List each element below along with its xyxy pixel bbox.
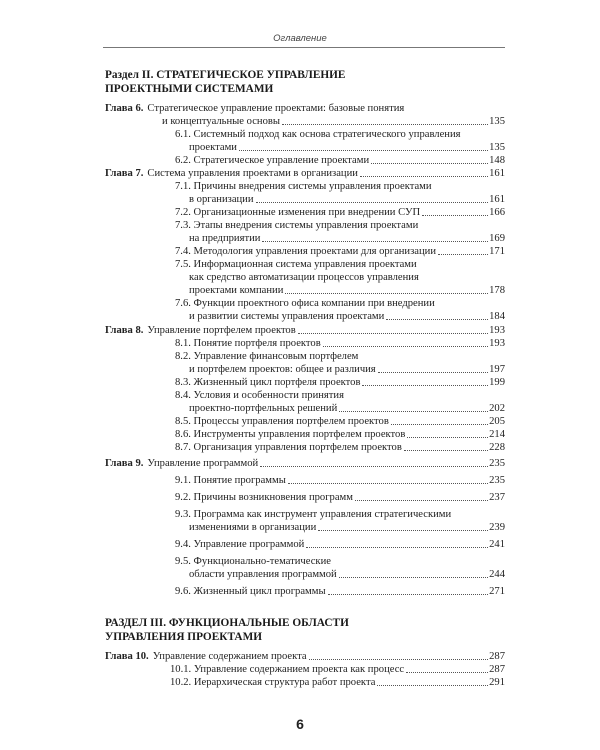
entry-title: на предприятии [189, 233, 261, 244]
entry-title: 7.1. Причины внедрения системы управления проектами [175, 181, 432, 192]
dot-leader [285, 293, 488, 294]
entry-title: проектами [189, 142, 237, 153]
entry-title: 9.6. Жизненный цикл программы [175, 586, 326, 597]
page-ref: 171 [489, 246, 505, 257]
entry-title: 8.2. Управление финансовым портфелем [175, 351, 359, 362]
toc-entry-continuation[interactable] [162, 115, 505, 128]
dot-leader [328, 594, 489, 595]
toc-entry-section[interactable] [175, 258, 505, 271]
dot-leader [282, 124, 488, 125]
page-ref: 148 [489, 155, 505, 166]
toc-entry-section[interactable] [175, 206, 505, 219]
toc-entry-section[interactable] [175, 337, 505, 350]
chapter-label: Глава 7. [105, 168, 144, 179]
chapter-label: Глава 9. [105, 458, 144, 469]
page-ref: 241 [489, 539, 505, 550]
toc-entry-section[interactable] [175, 297, 505, 310]
toc-entry-section[interactable] [175, 415, 505, 428]
page-ref: 169 [489, 233, 505, 244]
entry-title: как средство автоматизации процессов управления [189, 272, 419, 283]
page-ref: 235 [489, 475, 505, 486]
dot-leader [362, 385, 488, 386]
entry-title: 6.1. Системный подход как основа стратегического управления [175, 129, 461, 140]
toc-entry-section[interactable] [175, 376, 505, 389]
entry-title: 6.2. Стратегическое управление проектами [175, 155, 370, 166]
page-ref: 178 [489, 285, 505, 296]
header-rule [103, 47, 505, 48]
toc-entry-section[interactable] [175, 538, 505, 551]
entry-title: 8.4. Условия и особенности принятия [175, 390, 344, 401]
toc-entry-chapter-9[interactable] [105, 457, 505, 470]
toc-entry-section[interactable] [170, 676, 505, 689]
chapter-label: Глава 10. [105, 651, 149, 662]
dot-leader [288, 483, 488, 484]
dot-leader [323, 346, 488, 347]
entry-title: области управления программой [189, 569, 337, 580]
dot-leader [406, 672, 488, 673]
page-ref: 291 [489, 677, 505, 688]
dot-leader [386, 319, 488, 320]
entry-title: 8.1. Понятие портфеля проектов [175, 338, 321, 349]
entry-title: 9.3. Программа как инструмент управления стратегическими [175, 509, 452, 520]
entry-title: 8.3. Жизненный цикл портфеля проектов [175, 377, 361, 388]
dot-leader [339, 577, 488, 578]
entry-title: проектами компании [189, 285, 284, 296]
entry-title: Управление портфелем проектов [147, 325, 296, 336]
page-ref: 235 [489, 458, 505, 469]
page-ref: 239 [489, 522, 505, 533]
toc-entry-continuation[interactable] [189, 193, 505, 206]
section-title-3 [105, 616, 495, 644]
toc-entry-section[interactable] [175, 180, 505, 193]
entry-title: 8.5. Процессы управления портфелем проектов [175, 416, 389, 427]
toc-entry-chapter-8[interactable] [105, 324, 505, 337]
toc-entry-section[interactable] [175, 389, 505, 402]
toc-entry-continuation[interactable] [189, 402, 505, 415]
toc-entry-continuation[interactable] [189, 141, 505, 154]
toc-entry-section[interactable] [175, 474, 505, 487]
dot-leader [298, 333, 488, 334]
entry-title: 10.1. Управление содержанием проекта как процесс [170, 664, 405, 675]
toc-entry-continuation[interactable] [189, 271, 505, 284]
dot-leader [378, 372, 488, 373]
toc-entry-section[interactable] [170, 663, 505, 676]
section-title-line: УПРАВЛЕНИЯ ПРОЕКТАМИ [105, 631, 263, 643]
entry-title: проектно-портфельных решений [189, 403, 338, 414]
entry-title: 9.1. Понятие программы [175, 475, 286, 486]
entry-title: 7.2. Организационные изменения при внедрении СУП [175, 207, 421, 218]
dot-leader [360, 176, 488, 177]
section-title-line: РАЗДЕЛ III. ФУНКЦИОНАЛЬНЫЕ ОБЛАСТИ [105, 617, 349, 629]
entry-title: Стратегическое управление проектами: базовые понятия [147, 103, 405, 114]
dot-leader [438, 254, 488, 255]
dot-leader [391, 424, 488, 425]
section-title-line: Раздел II. СТРАТЕГИЧЕСКОЕ УПРАВЛЕНИЕ [105, 69, 346, 81]
dot-leader [260, 466, 488, 467]
page-ref: 244 [489, 569, 505, 580]
entry-title: 9.4. Управление программой [175, 539, 305, 550]
page-ref: 228 [489, 442, 505, 453]
page-ref: 135 [489, 142, 505, 153]
toc-entry-chapter-10[interactable] [105, 650, 505, 663]
entry-title: 8.6. Инструменты управления портфелем проектов [175, 429, 406, 440]
page-ref: 193 [489, 325, 505, 336]
entry-title: 8.7. Организация управления портфелем проектов [175, 442, 402, 453]
toc-entry-continuation[interactable] [189, 568, 505, 581]
dot-leader [422, 215, 488, 216]
page-ref: 199 [489, 377, 505, 388]
entry-title: 7.6. Функции проектного офиса компании при внедрении [175, 298, 435, 309]
dot-leader [377, 685, 488, 686]
page-ref: 237 [489, 492, 505, 503]
entry-title: Управление содержанием проекта [152, 651, 307, 662]
toc-entry-section[interactable] [175, 128, 505, 141]
entry-title: Система управления проектами в организации [147, 168, 358, 179]
entry-title: и развитии системы управления проектами [189, 311, 385, 322]
entry-title: в организации [189, 194, 254, 205]
toc-entry-section[interactable] [175, 441, 505, 454]
entry-title: Управление программой [147, 458, 259, 469]
toc-entry-section[interactable] [175, 245, 505, 258]
toc-entry-section[interactable] [175, 428, 505, 441]
chapter-label: Глава 6. [105, 103, 144, 114]
toc-entry-section[interactable] [175, 154, 505, 167]
page-ref: 197 [489, 364, 505, 375]
dot-leader [318, 530, 488, 531]
chapter-label: Глава 8. [105, 325, 144, 336]
entry-title: 9.5. Функционально-тематические [175, 556, 331, 567]
page-ref: 214 [489, 429, 505, 440]
page-ref: 271 [489, 586, 505, 597]
dot-leader [306, 547, 488, 548]
section-title-2 [105, 68, 495, 96]
toc-entry-continuation[interactable] [189, 284, 505, 297]
toc-entry-section[interactable] [175, 491, 505, 504]
toc-entry-section[interactable] [175, 350, 505, 363]
toc-entry-section[interactable] [175, 508, 505, 521]
entry-title: и концептуальные основы [162, 116, 280, 127]
page-ref: 135 [489, 116, 505, 127]
dot-leader [355, 500, 488, 501]
toc-entry-continuation[interactable] [189, 310, 505, 323]
page-ref: 287 [489, 664, 505, 675]
entry-title: изменениями в организации [189, 522, 317, 533]
section-title-line: ПРОЕКТНЫМИ СИСТЕМАМИ [105, 83, 274, 95]
entry-title: 7.4. Методология управления проектами для организации [175, 246, 436, 257]
toc-entry-chapter-6[interactable] [105, 102, 505, 115]
dot-leader [262, 241, 488, 242]
page-ref: 193 [489, 338, 505, 349]
toc-entry-continuation[interactable] [189, 521, 505, 534]
dot-leader [407, 437, 488, 438]
dot-leader [309, 659, 489, 660]
toc-entry-section[interactable] [175, 219, 505, 232]
dot-leader [371, 163, 488, 164]
page-ref: 202 [489, 403, 505, 414]
dot-leader [256, 202, 489, 203]
dot-leader [404, 450, 488, 451]
entry-title: 7.3. Этапы внедрения системы управления проектами [175, 220, 419, 231]
entry-title: 7.5. Информационная система управления проектами [175, 259, 417, 270]
page-ref: 161 [489, 194, 505, 205]
entry-title: 10.2. Иерархическая структура работ проекта [170, 677, 376, 688]
toc-entry-continuation[interactable] [189, 363, 505, 376]
running-header: Оглавление [273, 33, 327, 44]
page-ref: 166 [489, 207, 505, 218]
toc-entry-chapter-7[interactable] [105, 167, 505, 180]
entry-title: и портфелем проектов: общее и различия [189, 364, 376, 375]
toc-entry-continuation[interactable] [189, 232, 505, 245]
entry-title: 9.2. Причины возникновения программ [175, 492, 353, 503]
toc-entry-section[interactable] [175, 585, 505, 598]
page-number: 6 [296, 716, 304, 732]
dot-leader [339, 411, 488, 412]
page-ref: 205 [489, 416, 505, 427]
page-ref: 184 [489, 311, 505, 322]
dot-leader [239, 150, 488, 151]
page-ref: 287 [489, 651, 505, 662]
page-ref: 161 [489, 168, 505, 179]
toc-entry-section[interactable] [175, 555, 505, 568]
